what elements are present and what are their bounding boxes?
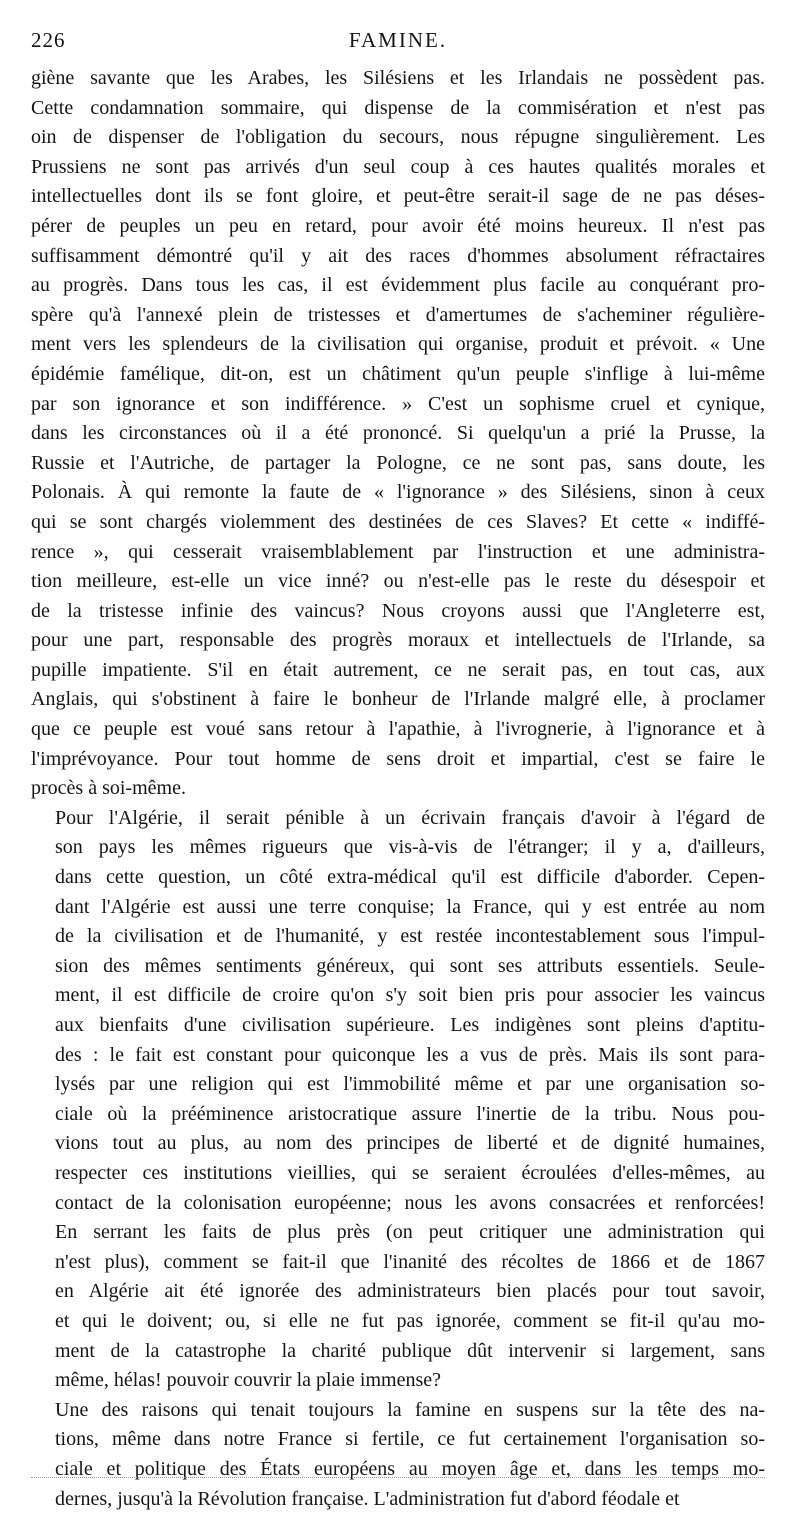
running-title: FAMINE. [348, 28, 448, 52]
text-line: ciale où la prééminence aristocratique assure l'inertie de la tribu. Nous pou- [55, 1102, 765, 1125]
text-line: dernes, jusqu'à la Révolution française. L'administration fut d'abord féodale et [55, 1487, 680, 1510]
text-line: suffisamment démontré qu'il y ait des races d'hommes absolument réfractaires [31, 244, 765, 267]
text-line: spère qu'à l'annexé plein de tristesses et d'amertumes de s'acheminer régulière- [31, 303, 765, 326]
text-line: de la civilisation et de l'humanité, y est restée incontestablement sous l'impul- [55, 925, 765, 948]
text-line: son pays les mêmes rigueurs que vis-à-vis de l'étranger; il y a, d'ailleurs, [55, 836, 765, 859]
paragraph-1 [31, 64, 765, 804]
text-line: Pour l'Algérie, il serait pénible à un écrivain français d'avoir à l'égard de [55, 806, 765, 829]
text-line: Une des raisons qui tenait toujours la famine en suspens sur la tête des na- [55, 1398, 765, 1421]
text-line: Russie et l'Autriche, de partager la Pologne, ce ne sont pas, sans doute, les [31, 451, 765, 474]
text-line: qui se sont chargés violemment des destinées de ces Slaves? Et cette « indiffé- [31, 510, 765, 533]
text-line: Polonais. À qui remonte la faute de « l'ignorance » des Silésiens, sinon à ceux [31, 481, 765, 504]
text-line: dans cette question, un côté extra-médical qu'il est difficile d'aborder. Cepen- [55, 866, 765, 889]
text-line: Anglais, qui s'obstinent à faire le bonheur de l'Irlande malgré elle, à proclamer [31, 688, 765, 711]
text-line: que ce peuple est voué sans retour à l'apathie, à l'ivrognerie, à l'ignorance et à [31, 718, 765, 741]
text-line: Prussiens ne sont pas arrivés d'un seul coup à ces hautes qualités morales et [31, 155, 765, 178]
page-number: 226 [31, 28, 66, 52]
text-line: tions, même dans notre France si fertile, ce fut certainement l'organisation so- [55, 1428, 765, 1451]
text-line: pérer de peuples un peu en retard, pour avoir été moins heureux. Il n'est pas [31, 214, 765, 237]
text-line: intellectuelles dont ils se font gloire, et peut-être serait-il sage de ne pas déses- [31, 185, 765, 208]
text-line: ment de la catastrophe la charité publique dût intervenir si largement, sans [55, 1339, 765, 1362]
text-line: et qui le doivent; ou, si elle ne fut pas ignorée, comment se fit-il qu'au mo- [55, 1309, 765, 1332]
text-line: n'est plus), comment se fait-il que l'inanité des récoltes de 1866 et de 1867 [55, 1250, 765, 1273]
text-line: aux bienfaits d'une civilisation supérieure. Les indigènes sont pleins d'aptitu- [55, 1014, 765, 1036]
text-line: respecter ces institutions vieillies, qui se seraient écroulées d'elles-mêmes, au [55, 1161, 765, 1184]
text-line: En serrant les faits de plus près (on peut critiquer une administration qui [55, 1221, 765, 1244]
page-bottom-dotted-rule [31, 1477, 765, 1480]
text-line: ciale et politique des États européens au moyen âge et, dans les temps mo- [55, 1457, 765, 1480]
text-line: des : le fait est constant pour quiconque les a vus de près. Mais ils sont para- [55, 1043, 765, 1066]
text-line: l'imprévoyance. Pour tout homme de sens droit et impartial, c'est se faire le [31, 747, 765, 770]
text-line: vions tout au plus, au nom des principes de liberté et de dignité humaines, [55, 1132, 765, 1155]
text-line: procès à soi-même. [31, 777, 186, 800]
text-line: en Algérie ait été ignorée des administrateurs bien placés pour tout savoir, [55, 1280, 765, 1303]
paragraph-2 [31, 804, 765, 1396]
page-header [31, 28, 765, 58]
text-line: même, hélas! pouvoir couvrir la plaie immense? [55, 1369, 441, 1392]
text-line: rence », qui cesserait vraisemblablement par l'instruction et une administra- [31, 540, 765, 563]
text-line: par son ignorance et son indifférence. » C'est un sophisme cruel et cynique, [31, 392, 765, 415]
text-line: lysés par une religion qui est l'immobilité même et par une organisation so- [55, 1073, 765, 1096]
text-line: pupille impatiente. S'il en était autrement, ce ne serait pas, en tout cas, aux [31, 658, 765, 681]
text-line: dant l'Algérie est aussi une terre conquise; la France, qui y est entrée au nom [55, 895, 765, 918]
text-line: oin de dispenser de l'obligation du secours, nous répugne singulièrement. Les [31, 126, 765, 149]
body-text [31, 64, 765, 1514]
text-line: pour une part, responsable des progrès moraux et intellectuels de l'Irlande, sa [31, 629, 765, 652]
text-line: de la tristesse infinie des vaincus? Nous croyons aussi que l'Angleterre est, [31, 599, 765, 622]
text-line: sion des mêmes sentiments généreux, qui sont ses attributs essentiels. Seule- [55, 954, 765, 977]
text-line: au progrès. Dans tous les cas, il est évidemment plus facile au conquérant pro- [31, 274, 765, 297]
text-line: contact de la colonisation européenne; nous les avons consacrées et renforcées! [55, 1191, 765, 1214]
text-line: tion meilleure, est-elle un vice inné? ou n'est-elle pas le reste du désespoir et [31, 570, 765, 593]
text-line: Cette condamnation sommaire, qui dispense de la commisération et n'est pas [31, 96, 765, 119]
text-line: ment, il est difficile de croire qu'on s'y soit bien pris pour associer les vaincus [55, 984, 765, 1007]
book-page [31, 28, 765, 1514]
paragraph-3 [31, 1396, 765, 1514]
text-line: épidémie famélique, dit-on, est un châtiment qu'un peuple s'inflige à lui-même [31, 362, 765, 385]
text-line: ment vers les splendeurs de la civilisation qui organise, produit et prévoit. « Une [31, 333, 765, 356]
text-line: giène savante que les Arabes, les Silésiens et les Irlandais ne possèdent pas. [31, 67, 765, 89]
text-line: dans les circonstances où il a été prononcé. Si quelqu'un a prié la Prusse, la [31, 422, 765, 445]
